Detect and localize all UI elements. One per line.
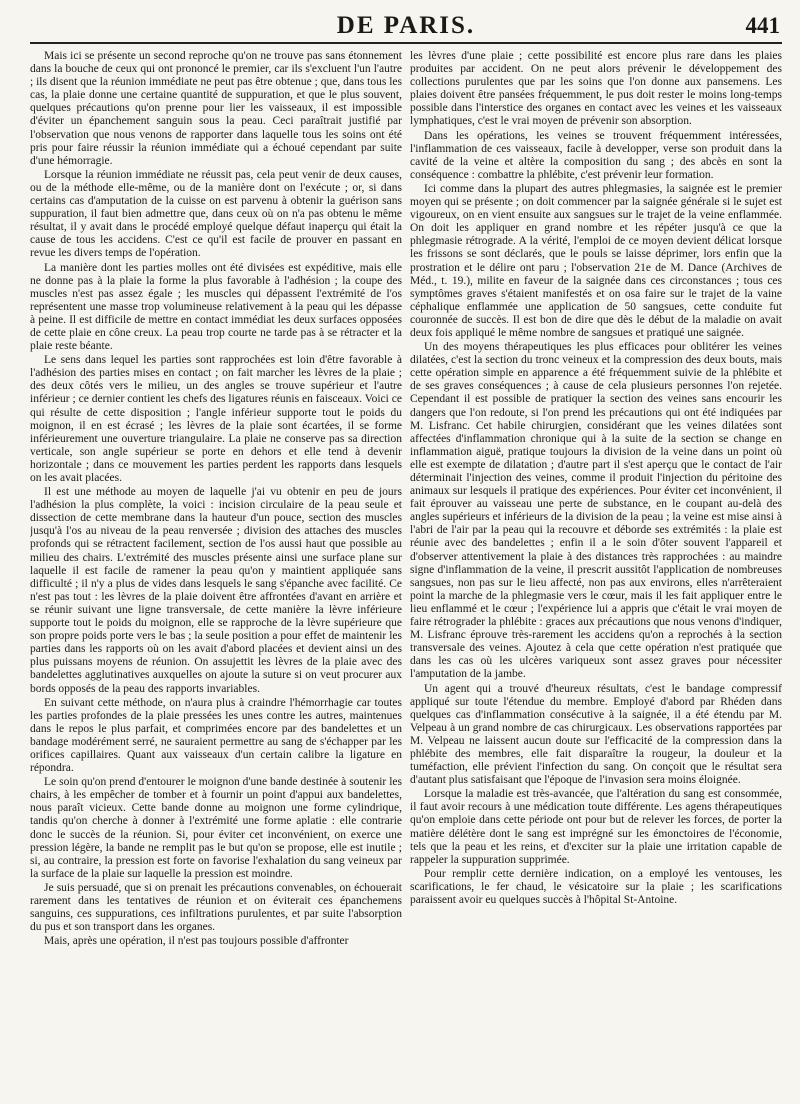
paragraph: Ici comme dans la plupart des autres phlegmasies, la saignée est le premier moyen qui se présente ; on doit commencer par la saignée générale si le sujet est vigoureux, on en vient ensuite aux sangsues sur le trajet de la veine enflammée. On doit les appliquer en grand nombre et les répéter jusqu'à ce que la phlegmasie rétrograde. A la vérité, l'emploi de ce moyen devient délicat lorsque les frissons se sont déclarés, que le pouls se laisse déprimer, lors enfin que la prostration et le délire ont paru ; l'observation 21e de M. Dance (Archives de Méd., t. 19.), milite en faveur de la saignée dans ces circonstances ; tous ces symptômes graves s'étaient manifestés et on osa faire sur le trajet de la vaine céphalique enflammée une application de 50 sangsues, cette conduite fut couronnée de succès. Il est bon de dire que dès le début de la maladie on avait deux fois appliqué le même nombre de sangsues et pratiqué une saignée. [410,182,782,339]
running-title: DE PARIS. [336,12,476,39]
left-column [30,50,402,1098]
paragraph: En suivant cette méthode, on n'aura plus à craindre l'hémorrhagie car toutes les parties profondes de la plaie pressées les unes contre les autres, maintenues dans le repos le plus parfait, et comprimées encore par des bandelettes et un bandage modérément serré, ne sauraient permettre au sang de s'échapper par les orifices capillaires. Quant aux vaisseaux d'un certain calibre la ligature en répondra. [30,696,402,775]
paragraph: Le soin qu'on prend d'entourer le moignon d'une bande destinée à soutenir les chairs, à les empêcher de tomber et à fournir un point d'appui aux bandelettes, nous paraît vicieux. Cette bande donne au moignon une forme cylindrique, tandis qu'on cherche à donner à l'extrémité une forme aplatie : elle contrarie donc le succès de la réunion. Si, pour éviter cet inconvénient, on exerce une pression légère, la bande ne remplit pas le but qu'on se propose, elle est inutile ; si, au contraire, la pression est forte on favorise l'exhalation du sang veineux par la surface de la plaie sur laquelle la pression est moindre. [30,776,402,880]
page-number: 441 [745,13,780,38]
page-header [30,10,782,44]
paragraph: La manière dont les parties molles ont été divisées est expéditive, mais elle ne donne pas à la plaie la forme la plus favorable à l'adhésion ; la coupe des muscles n'est pas assez égale ; les muscles qui dépassent l'extrémité de l'os représentent une masse trop volumineuse relativement à la peau qui les dépasse à peine. Il est difficile de mettre en contact immédiat les deux surfaces opposées de cette plaie en cône creux. La peau trop courte ne tarde pas à se rétracter et la plaie reste béante. [30,261,402,353]
paragraph: Mais ici se présente un second reproche qu'on ne trouve pas sans étonnement dans la bouche de ceux qui ont prononcé le premier, car ils s'excluent l'un l'autre ; ils disent que la réunion immédiate ne peut pas être obtenue ; que, dans tous les cas, la plaie donne une certaine quantité de suppuration, et que le plus souvent, quelques précautions qu'on prenne pour lier les vaisseaux, il est impossible d'éviter un épanchement sanguin sous la peau. Ceci paraîtrait justifié par l'observation que nous venons de rapporter dans laquelle tous les soins ont été pris pour faire réussir la réunion immédiate qui a échoué cependant par suite d'une hémorragie. [30,50,402,167]
paragraph: Lorsque la réunion immédiate ne réussit pas, cela peut venir de deux causes, ou de la méthode elle-même, ou de la manière dont on l'exécute ; or, si dans certains cas d'amputation de la cuisse on est parvenu à obtenir la guérison sans suppuration, il faut bien admettre que, dans ceux où on n'a pas obtenu le même résultat, il y avait dans le procédé employé quelque défaut inaperçu qui était la cause de tous les accidens. C'est ce qu'il est facile de prouver en passant en revue les divers temps de l'opération. [30,168,402,260]
right-column [410,50,782,1098]
paragraph: Un des moyens thérapeutiques les plus efficaces pour oblitérer les veines dilatées, c'est la section du tronc veineux et la compression des deux bouts, mais cette opération simple en apparence a été fréquemment suivie de la phlébite et de ses graves conséquences ; à cause de cela plusieurs personnes l'on rejetée. Cependant il est possible de pratiquer la section des veines sans encourir les dangers que l'on redoute, si l'on prend les précautions qui ont été indiquées par M. Lisfranc. Cet habile chirurgien, considérant que les veines dilatées sont affectées d'inflammation chronique qui à la suite de la section se change en inflammation aiguë, pratique toujours la division de la veine dans un point où elle est exempte de dilatation ; d'autre part il s'est aperçu que le contact de l'air déterminait l'injection des veines, comme il produit l'injection du péritoine des animaux sur lesquels il pratique des expériences. Pour éviter cet inconvénient, il fait éprouver au vaisseau une perte de substance, en le coupant au-delà des angles supérieurs et inférieurs de la division de la peau ; la veine est mise ainsi à l'abri de l'air par la peau qui la recouvre et déborde ses extrémités : la plaie est réunie avec des bandelettes ; enfin il a le soin d'ôter souvent l'appareil et d'observer attentivement la plaie à des distances très rapprochées : au maindre signe d'inflammation de la veine, il prescrit aussitôt l'application de nombreuses sangsues, non pas sur le lieu affecté, non pas aux environs, elles n'arrêteraient point la marche de la phlegmasie vers le cœur, mais il les fait appliquer entre le lieu enflammé et le cœur ; l'expérience lui a appris que c'était le vrai moyen de faire rétrograder la phlébite : graces aux précautions que nous venons d'indiquer, M. Lisfranc éprouve très-rarement les accidens qu'on a reprochés à la section transversale des veines. Ajoutez à cela que cette opération n'est pratiquée que dans les cas où les ulcères variqueux sont assez graves pour nécessiter l'amputation de la jambe. [410,341,782,681]
paragraph: Dans les opérations, les veines se trouvent fréquemment intéressées, l'inflammation de ces vaisseaux, facile à developper, verse son produit dans la cavité de la veine et altère la composition du sang ; des abcès en sont la conséquence : combattre la phlébite, c'est prévenir leur formation. [410,129,782,181]
paragraph: Pour remplir cette dernière indication, on a employé les ventouses, les scarifications, le fer chaud, le vésicatoire sur la plaie ; les scarifications paraissent avoir eu quelques succès à l'hôpital St-Antoine. [410,867,782,906]
paragraph: Je suis persuadé, que si on prenait les précautions convenables, on échouerait rarement dans les tentatives de réunion et on éviterait ces épanchemens sanguins, ces suppurations, ces infiltrations purulentes, et par suite l'absorption du pus et son transport dans les organes. [30,881,402,934]
paragraph: Lorsque la maladie est très-avancée, que l'altération du sang est consommée, il faut avoir recours à une médication toute différente. Les agens thérapeutiques qu'on emploie dans cette période ont pour but de relever les forces, de porter la matière délétère dont le sang est imprégné sur les émonctoires de l'économie, tels que la peau et les reins, et d'exciter sur la plaie une irritation capable de rappeler la suppuration supprimée. [410,788,782,866]
text-columns [30,50,782,1098]
paragraph: Mais, après une opération, il n'est pas toujours possible d'affronter [44,935,349,948]
paragraph: Un agent qui a trouvé d'heureux résultats, c'est le bandage compressif appliqué sur toute l'étendue du membre. Employé d'abord par Rhéden dans quelques cas d'inflammation consécutive à la saignée, il a été étendu par M. Velpeau à un grand nombre de cas chirurgicaux. Les observations rapportées par M. Velpeau ne laissent aucun doute sur l'efficacité de la compression dans la phlébite des membres, elle fait disparaître la rougeur, la douleur et la tuméfaction, elle prévient l'infection du sang. On conçoit que le résultat sera d'autant plus satisfaisant que l'époque de l'invasion sera moins éloignée. [410,682,782,787]
paragraph: Le sens dans lequel les parties sont rapprochées est loin d'être favorable à l'adhésion des parties mises en contact ; on fait marcher les lèvres de la plaie ; des deux côtés vers le milieu, un des angles se trouve supérieur et l'autre inférieur ; ce dernier contient les chefs des ligatures réunis en faisceaux. Voici ce qui résulte de cette disposition ; l'angle inférieur supporte tout le poids du moignon, il en est écrasé ; les lèvres de la plaie sont écartées, il se forme inférieurement une ouverture triangulaire. La plaie ne conserve pas sa direction verticale, son angle supérieur se porte en dehors et elle tend à devenir horizontale ; dans ce mouvement les parties perdent les rapports dans lesquels on les avait placées. [30,354,402,484]
paragraph: les lèvres d'une plaie ; cette possibilité est encore plus rare dans les plaies produites par accident. On ne peut alors prévenir le développement des collections purulentes que par les soins que l'on donne aux pansemens. Les plaies doivent être pansées fréquemment, le pus doit rester le moins long-temps possible dans l'interstice des organes en contact avec les veines et les vaisseaux lymphatiques, c'est le vrai moyen de prévenir son absorption. [410,50,782,128]
paragraph: Il est une méthode au moyen de laquelle j'ai vu obtenir en peu de jours l'adhésion la plus complète, la voici : incision circulaire de la peau seule et dissection de cette membrane dans la hauteur d'un pouce, section des muscles jusqu'à l'os au niveau de la peau renversée ; division des attaches des muscles profonds qui se rétractent facilement, section de l'os aussi haut que possible au milieu des chairs. L'extrémité des muscles présente ainsi une surface plane sur laquelle il est facile de ramener la peau qu'on y maintient appliquée sans difficulté ; il n'y a plus de vides dans lesquels le sang s'épanche avec facilité. Ce n'est pas tout : les lèvres de la plaie doivent être affrontées d'avant en arrière et se réunir suivant une ligne transversale, de cette manière la lèvre inférieure supporte tout le poids du moignon, elle se rapproche de la lèvre supérieure que son propre poids porte vers le bas ; la seule position a pour effet de maintenir les parties dans les rapports où on les avait d'abord placées et devient ainsi un des plus puissans moyens de réunion. On assujettit les lèvres de la plaie avec des bandelettes agglutinatives auxquelles on ajoute la suture si on veut procurer aux bords opposés de la peau des rapports invariables. [30,486,402,695]
